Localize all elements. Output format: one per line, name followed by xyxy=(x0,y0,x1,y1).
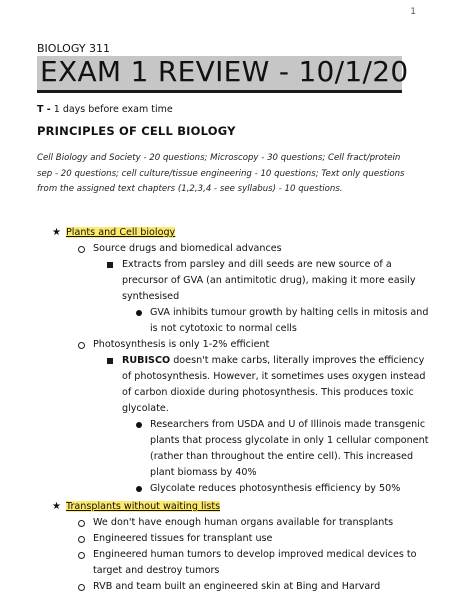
list-item-text: Source drugs and biomedical advances xyxy=(93,243,282,254)
timing-text: 1 days before exam time xyxy=(50,104,173,115)
rubisco-term: RUBISCO xyxy=(122,355,171,366)
list-item xyxy=(122,257,432,305)
list-item xyxy=(93,337,433,353)
list-item xyxy=(93,547,423,579)
list-item-text: Photosynthesis is only 1-2% efficient xyxy=(93,339,270,350)
circle-bullet-icon xyxy=(78,552,85,559)
dot-bullet-icon xyxy=(136,310,142,316)
list-item-text: GVA inhibits tumour growth by halting cells in mitosis and is not cytotoxic to normal cells xyxy=(150,307,429,334)
circle-bullet-icon xyxy=(78,246,85,253)
list-item-text: We don't have enough human organs available for transplants xyxy=(93,517,394,528)
circle-bullet-icon xyxy=(78,520,85,527)
list-item xyxy=(93,515,433,531)
square-bullet-icon xyxy=(107,262,113,268)
section-heading: PRINCIPLES OF CELL BIOLOGY xyxy=(37,124,236,138)
dot-bullet-icon xyxy=(136,422,142,428)
circle-bullet-icon xyxy=(78,342,85,349)
list-item-text: Glycolate reduces photosynthesis efficiency by 50% xyxy=(150,483,401,494)
dot-bullet-icon xyxy=(136,486,142,492)
list-item-text: Researchers from USDA and U of Illinois made transgenic plants that process glycolate in only 1 cellular component (rather than throughout the entire cell). This increased plant biomass by 40% xyxy=(150,419,429,478)
list-item xyxy=(150,481,430,497)
list-item-text: Engineered human tumors to develop improved medical devices to target and destroy tumors xyxy=(93,549,417,576)
section-description: Cell Biology and Society - 20 questions; Microscopy - 30 questions; Cell fract/protein sep - 20 questions; cell culture/tissue engineering - 10 questions; Text only questions from the assigned text chapters (1,2,3,4 - see syllabus) - 10 questions. xyxy=(37,153,405,194)
topic-plants xyxy=(52,225,446,241)
topic-label: Transplants without waiting lists xyxy=(66,501,221,512)
square-bullet-icon xyxy=(107,358,113,364)
exam-timing xyxy=(37,104,173,115)
list-item xyxy=(122,353,432,417)
list-item xyxy=(93,579,433,595)
list-item-text: RVB and team built an engineered skin at Bing and Harvard xyxy=(93,581,381,592)
title-banner xyxy=(37,55,409,93)
circle-bullet-icon xyxy=(78,584,85,591)
list-item xyxy=(93,531,433,547)
list-item xyxy=(150,305,430,337)
list-item-text: Extracts from parsley and dill seeds are new source of a precursor of GVA (an antimitotic drug), making it more easily synthesised xyxy=(122,259,416,302)
list-item xyxy=(93,241,433,257)
document-title: EXAM 1 REVIEW - 10/1/20 xyxy=(40,55,409,88)
timing-prefix: T - xyxy=(37,104,51,115)
list-item-text: doesn't make carbs, literally improves the efficiency of photosynthesis. However, it sometimes uses oxygen instead of carbon dioxide during photosynthesis. This produces toxic glycolate. xyxy=(122,355,426,414)
star-bullet-icon: ★ xyxy=(52,501,61,512)
list-item-text: Engineered tissues for transplant use xyxy=(93,533,273,544)
list-item xyxy=(150,417,430,481)
topic-transplants xyxy=(52,499,446,515)
course-label: BIOLOGY 311 xyxy=(37,42,111,55)
star-bullet-icon: ★ xyxy=(52,227,61,238)
page-number: 1 xyxy=(410,7,416,17)
circle-bullet-icon xyxy=(78,536,85,543)
topic-label: Plants and Cell biology xyxy=(66,227,176,238)
